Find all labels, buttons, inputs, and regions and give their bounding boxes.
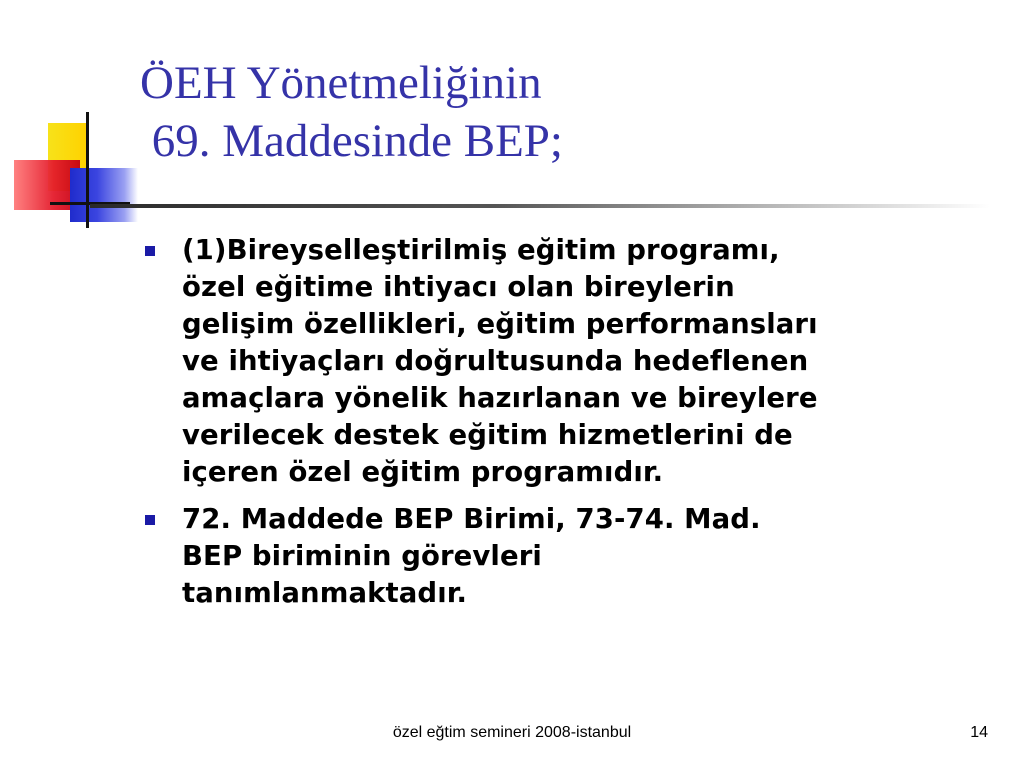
title-line-2: 69. Maddesinde BEP;: [140, 115, 563, 167]
bullet-item-2: [142, 501, 1002, 612]
bullet-1-line: ve ihtiyaçları doğrultusunda hedeflenen: [182, 345, 809, 377]
bullet-item-1: [142, 232, 1002, 491]
bullet-2-line: BEP biriminin görevleri: [182, 540, 542, 572]
bullet-1-line: özel eğitime ihtiyacı olan bireylerin: [182, 271, 735, 303]
slide-title: [140, 54, 1000, 170]
bullet-1-line: içeren özel eğitim programıdır.: [182, 456, 664, 488]
title-line-1: ÖEH Yönetmeliğinin: [140, 57, 542, 109]
bullet-1-line: gelişim özellikleri, eğitim performansları: [182, 308, 818, 340]
slide-footer: özel eğtim semineri 2008-istanbul: [392, 724, 632, 741]
logo-vertical-line: [86, 112, 89, 228]
bullet-list: [142, 232, 1002, 622]
bullet-1-line: (1)Bireyselleştirilmiş eğitim programı,: [182, 234, 780, 266]
bullet-1-line: verilecek destek eğitim hizmetlerini de: [182, 419, 793, 451]
bullet-text-1: [182, 232, 1002, 491]
bullet-square-icon: [145, 515, 155, 525]
bullet-square-icon: [145, 246, 155, 256]
bullet-2-line: tanımlanmaktadır.: [182, 577, 468, 609]
bullet-1-line: amaçlara yönelik hazırlanan ve bireylere: [182, 382, 818, 414]
bullet-text-2: [182, 501, 1002, 612]
bullet-2-line: 72. Maddede BEP Birimi, 73-74. Mad.: [182, 503, 761, 535]
logo-blue-square: [70, 168, 138, 222]
slide-page-number: 14: [970, 724, 988, 741]
title-divider: [90, 204, 990, 208]
